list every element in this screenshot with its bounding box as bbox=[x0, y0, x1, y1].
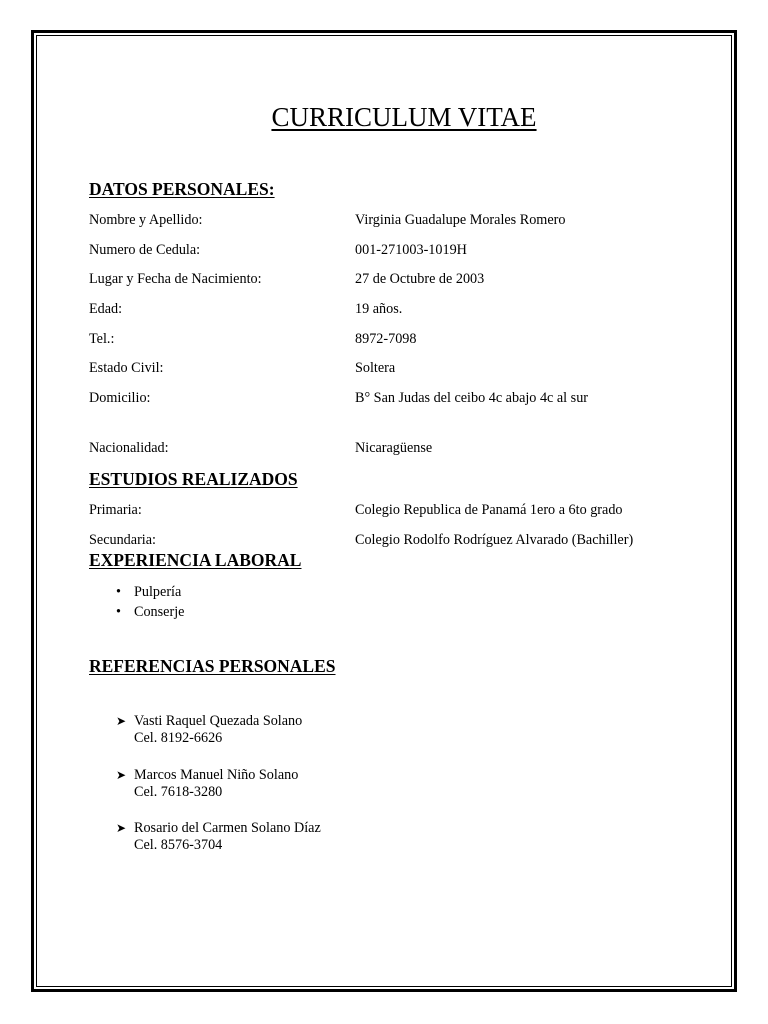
arrow-bullet-icon: ➤ bbox=[116, 714, 127, 728]
value-nacionalidad: Nicaragüense bbox=[355, 440, 433, 456]
value-primaria: Colegio Republica de Panamá 1ero a 6to grado bbox=[355, 502, 623, 518]
value-nacimiento: 27 de Octubre de 2003 bbox=[355, 271, 485, 287]
value-tel: 8972-7098 bbox=[355, 331, 417, 347]
label-primaria: Primaria: bbox=[89, 502, 142, 518]
reference-phone: Cel. 7618-3280 bbox=[134, 784, 223, 800]
reference-phone: Cel. 8576-3704 bbox=[134, 837, 223, 853]
label-estado-civil: Estado Civil: bbox=[89, 360, 164, 376]
value-nombre: Virginia Guadalupe Morales Romero bbox=[355, 212, 566, 228]
label-nacimiento: Lugar y Fecha de Nacimiento: bbox=[89, 271, 262, 287]
value-secundaria: Colegio Rodolfo Rodríguez Alvarado (Bachiller) bbox=[355, 532, 634, 548]
list-item-text: Pulpería bbox=[134, 584, 182, 600]
section-heading-experiencia: EXPERIENCIA LABORAL bbox=[89, 550, 302, 570]
bullet-icon: • bbox=[116, 604, 121, 620]
label-tel: Tel.: bbox=[89, 331, 115, 347]
section-heading-referencias: REFERENCIAS PERSONALES bbox=[89, 656, 336, 676]
reference-name: Vasti Raquel Quezada Solano bbox=[134, 713, 303, 729]
document-title: CURRICULUM VITAE bbox=[271, 102, 537, 132]
reference-item bbox=[116, 713, 376, 753]
label-cedula: Numero de Cedula: bbox=[89, 242, 201, 258]
list-item bbox=[116, 604, 184, 621]
list-item-text: Conserje bbox=[134, 604, 185, 620]
reference-phone: Cel. 8192-6626 bbox=[134, 730, 223, 746]
list-item bbox=[116, 584, 181, 601]
value-edad: 19 años. bbox=[355, 301, 403, 317]
label-secundaria: Secundaria: bbox=[89, 532, 156, 548]
value-domicilio: B° San Judas del ceibo 4c abajo 4c al sur bbox=[355, 390, 589, 406]
label-nombre: Nombre y Apellido: bbox=[89, 212, 203, 228]
value-cedula: 001-271003-1019H bbox=[355, 242, 467, 258]
value-estado-civil: Soltera bbox=[355, 360, 396, 376]
arrow-bullet-icon: ➤ bbox=[116, 821, 127, 835]
bullet-icon: • bbox=[116, 584, 121, 600]
label-nacionalidad: Nacionalidad: bbox=[89, 440, 169, 456]
section-heading-datos-personales: DATOS PERSONALES: bbox=[89, 179, 275, 199]
label-domicilio: Domicilio: bbox=[89, 390, 151, 406]
arrow-bullet-icon: ➤ bbox=[116, 768, 127, 782]
label-edad: Edad: bbox=[89, 301, 123, 317]
reference-name: Marcos Manuel Niño Solano bbox=[134, 767, 299, 783]
reference-item bbox=[116, 767, 376, 807]
reference-item bbox=[116, 820, 376, 860]
section-heading-estudios: ESTUDIOS REALIZADOS bbox=[89, 469, 298, 489]
reference-name: Rosario del Carmen Solano Díaz bbox=[134, 820, 321, 836]
